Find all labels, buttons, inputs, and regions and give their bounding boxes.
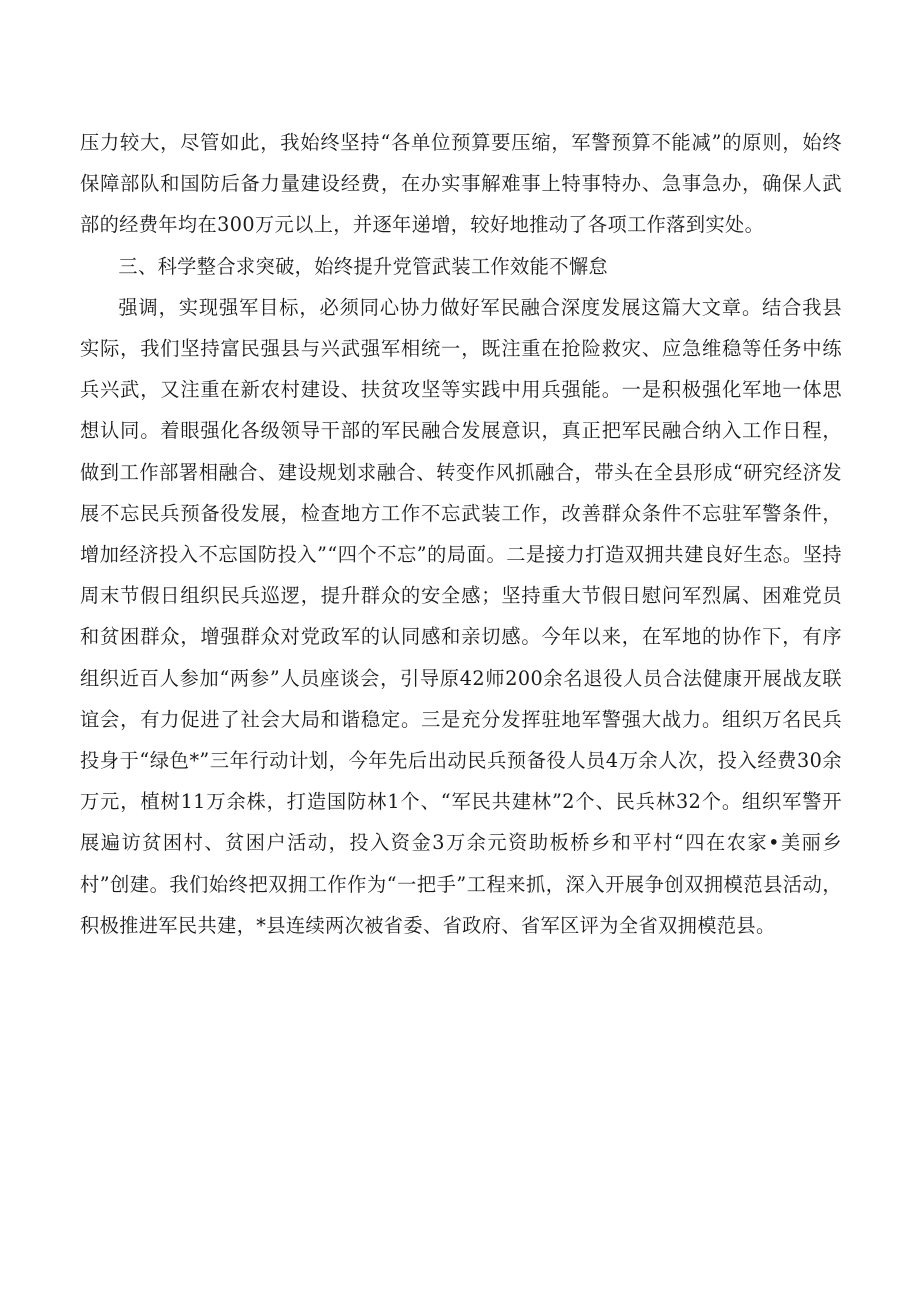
document-body: [80, 122, 842, 946]
section-heading: 三、科学整合求突破，始终提升党管武装工作效能不懈怠: [118, 254, 609, 278]
paragraph-body: 强调，实现强军目标，必须同心协力做好军民融合深度发展这篇大文章。结合我县实际，我们坚持富民强县与兴武强军相统一，既注重在抢险救灾、应急维稳等任务中练兵兴武，又注重在新农村建设、扶贫攻坚等实践中用兵强能。一是积极强化军地一体思想认同。着眼强化各级领导干部的军民融合发展意识，真正把军民融合纳入工作日程，做到工作部署相融合、建设规划求融合、转变作风抓融合，带头在全县形成“研究经济发展不忘民兵预备役发展，检查地方工作不忘武装工作，改善群众条件不忘驻军警条件，增加经济投入不忘国防投入”“四个不忘”的局面。二是接力打造双拥共建良好生态。坚持周末节假日组织民兵巡逻，提升群众的安全感；坚持重大节假日慰问军烈属、困难党员和贫困群众，增强群众对党政军的认同感和亲切感。今年以来，在军地的协作下，有序组织近百人参加“两参”人员座谈会，引导原42师200余名退役人员合法健康开展战友联谊会，有力促进了社会大局和谐稳定。三是充分发挥驻地军警强大战力。组织万名民兵投身于“绿色*”三年行动计划，今年先后出动民兵预备役人员4万余人次，投入经费30余万元，植树11万余株，打造国防林1个、“军民共建林”2个、民兵林32个。组织军警开展遍访贫困村、贫困户活动，投入资金3万余元资助板桥乡和平村“四在农家•美丽乡村”创建。我们始终把双拥工作作为“一把手”工程来抓，深入开展争创双拥模范县活动，积极推进军民共建，*县连续两次被省委、省政府、省军区评为全省双拥模范县。: [80, 295, 842, 937]
paragraph-continuation: 压力较大，尽管如此，我始终坚持“各单位预算要压缩，军警预算不能减”的原则，始终保障部队和国防后备力量建设经费，在办实事解难事上特事特办、急事急办，确保人武部的经费年均在300万元以上，并逐年递增，较好地推动了各项工作落到实处。: [80, 131, 842, 237]
